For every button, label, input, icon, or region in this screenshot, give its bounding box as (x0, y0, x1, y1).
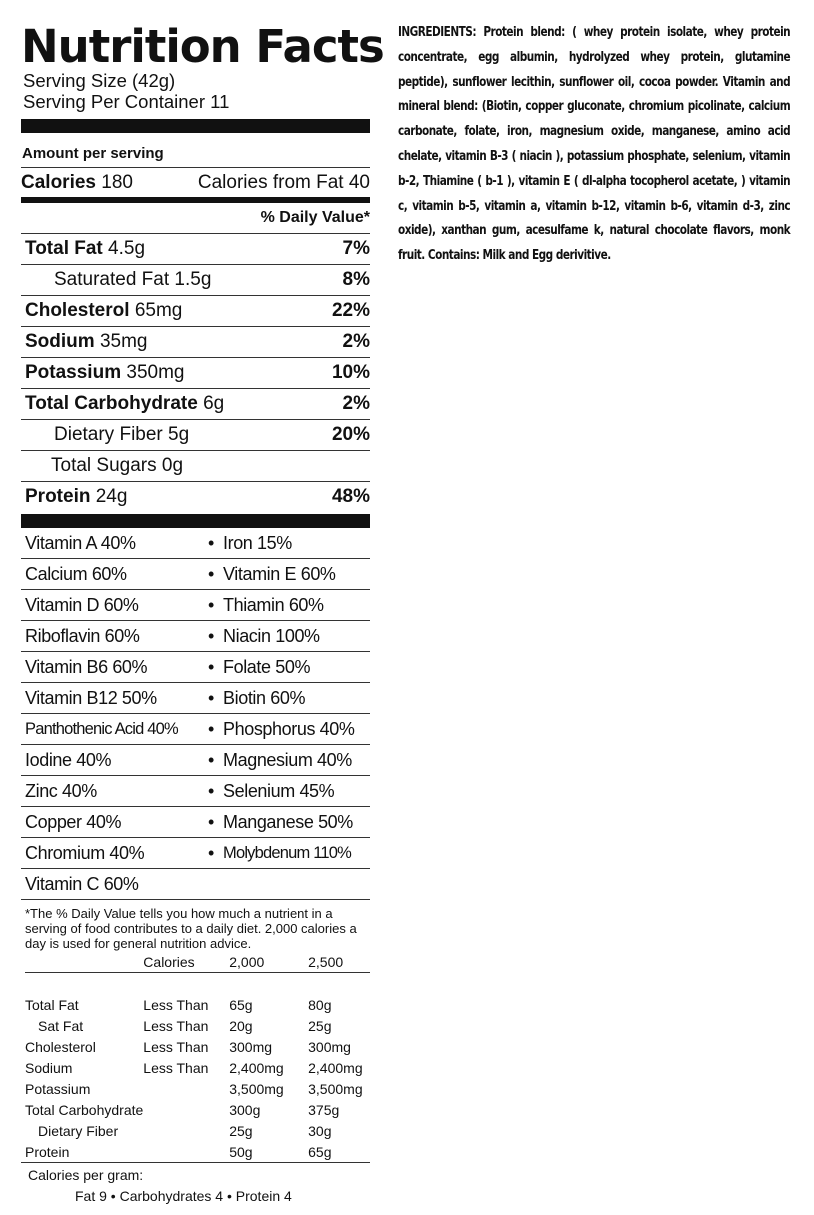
table-cell: 65g (308, 1143, 332, 1160)
divider-thick (21, 514, 370, 528)
nutrient-row (21, 420, 370, 451)
label-title: Nutrition Facts (21, 20, 384, 73)
table-cell: 50g (229, 1143, 253, 1160)
bullet: • (208, 532, 214, 553)
vitamin-row (21, 528, 370, 559)
table-cell: Sodium (25, 1059, 73, 1076)
table-row (25, 1099, 370, 1120)
nutrient-dv: 2% (342, 393, 370, 414)
vitamin-row (21, 807, 370, 838)
bullet: • (208, 749, 214, 770)
vitamin-right: Iron 15% (223, 532, 292, 553)
bullet: • (208, 687, 214, 708)
vitamin-row (21, 683, 370, 714)
daily-value-header: % Daily Value* (21, 203, 370, 234)
nutrient-name: Cholesterol (25, 300, 130, 321)
vitamin-right: Manganese 50% (223, 811, 353, 832)
calories-per-gram-label: Calories per gram: (21, 1162, 370, 1183)
calories-value: 180 (101, 172, 133, 193)
nutrient-dv: 20% (331, 424, 370, 445)
table-cell: 300mg (229, 1038, 273, 1055)
vitamin-right: Folate 50% (223, 656, 311, 677)
table-header-row (25, 951, 370, 973)
table-row (25, 1015, 370, 1036)
amount-per-serving: Amount per serving (21, 133, 370, 168)
table-cell: 20g (229, 1017, 253, 1034)
table-cell: 2,400mg (308, 1059, 363, 1076)
vitamin-right: Vitamin E 60% (223, 563, 336, 584)
nutrient-amount: 24g (95, 486, 128, 507)
vitamin-row (21, 838, 370, 869)
nutrient-dv: 22% (331, 300, 370, 321)
nutrient-dv: 2% (342, 331, 370, 352)
vitamin-left: Panthothenic Acid 40% (25, 719, 178, 738)
table-cell: 2,500 (308, 951, 370, 973)
vitamin-right: Selenium 45% (223, 780, 335, 801)
vitamin-right: Magnesium 40% (223, 749, 352, 770)
table-cell: 2,000 (229, 951, 308, 973)
nutrient-amount: 1.5g (174, 269, 212, 290)
nutrient-amount: 0g (161, 455, 184, 476)
table-cell (143, 1099, 229, 1120)
nutrient-row (21, 327, 370, 358)
table-cell: Less Than (143, 1017, 209, 1034)
nutrient-amount: 35mg (99, 331, 148, 352)
nutrient-amount: 65mg (134, 300, 183, 321)
vitamin-row (21, 559, 370, 590)
nutrient-amount: 350mg (126, 362, 185, 383)
calories-from-fat: Calories from Fat 40 (197, 172, 370, 193)
table-cell: 300g (229, 1101, 261, 1118)
table-cell (143, 1078, 229, 1099)
calories-per-gram-values: Fat 9 • Carbohydrates 4 • Protein 4 (75, 1188, 292, 1204)
bullet: • (208, 625, 214, 646)
calories (21, 168, 133, 197)
bullet: • (208, 656, 214, 677)
vitamin-right: Biotin 60% (223, 687, 306, 708)
vitamin-left: Copper 40% (25, 811, 122, 832)
vitamin-row (21, 776, 370, 807)
nutrient-row (21, 265, 370, 296)
table-cell: 375g (308, 1101, 340, 1118)
table-cell: 300mg (308, 1038, 351, 1055)
table-cell: 3,500mg (308, 1080, 363, 1097)
nutrient-row (21, 234, 370, 265)
table-cell (143, 1120, 229, 1141)
table-cell: 2,400mg (229, 1059, 284, 1076)
nutrient-name: Saturated Fat (54, 269, 170, 290)
table-cell: 25g (308, 1017, 332, 1034)
table-row (25, 1036, 370, 1057)
nutrient-row (21, 482, 370, 512)
bullet: • (208, 718, 214, 739)
table-cell: 80g (308, 996, 332, 1013)
nutrient-dv: 10% (331, 362, 370, 383)
daily-value-footnote: *The % Daily Value tells you how much a nutrient in a serving of food contributes to a daily diet. 2,000 calories a day is used for general nutrition advice. (25, 906, 357, 951)
daily-value-table (25, 951, 370, 1162)
vitamin-right: Molybdenum 110% (223, 843, 352, 862)
ingredients-text: INGREDIENTS: Protein blend: ( whey protein isolate, whey protein concentrate, egg albumin, hydrolyzed whey protein, glutamine peptide), sunflower lecithin, sunflower oil, cocoa powder. Vitamin and mineral blend: (Biotin, copper gluconate, chromium picolinate, calcium carbonate, folate, iron, magnesium oxide, manganese, amino acid chelate, vitamin B-3 ( niacin ), potassium phosphate, selenium, vitamin b-2, Thiamine ( b-1 ), vitamin E ( dl-alpha tocopherol acetate, ) vitamin c, vitamin b-5, vitamin a, vitamin b-12, vitamin b-6, vitamin d-3, zinc oxide), xanthan gum, acesulfame k, natural chocolate flavors, monk fruit. Contains: Milk and Egg derivitive. (398, 24, 791, 264)
calories-label: Calories (21, 172, 96, 193)
table-row (25, 1141, 370, 1162)
nutrient-row (21, 389, 370, 420)
table-row (25, 994, 370, 1015)
nutrient-name: Potassium (25, 362, 122, 383)
bullet: • (208, 811, 214, 832)
table-cell: Less Than (143, 1059, 209, 1076)
table-cell (143, 1141, 229, 1162)
nutrient-amount: 5g (168, 424, 190, 445)
table-cell: 25g (229, 1122, 253, 1139)
nutrient-amount: 6g (203, 393, 225, 414)
nutrient-row (21, 358, 370, 389)
table-cell: Less Than (143, 1038, 209, 1055)
table-cell: Total Fat (25, 996, 79, 1013)
vitamin-row (21, 652, 370, 683)
calories-row (21, 168, 370, 197)
nutrient-name: Sodium (25, 331, 95, 352)
bullet: • (208, 780, 214, 801)
vitamin-left: Riboflavin 60% (25, 625, 140, 646)
table-row (25, 1078, 370, 1099)
table-cell: Cholesterol (25, 1038, 96, 1055)
nutrient-dv: 48% (331, 486, 370, 507)
table-cell: Calories (143, 951, 229, 973)
vitamin-left: Zinc 40% (25, 780, 97, 801)
nutrient-name: Total Carbohydrate (25, 393, 198, 414)
table-cell: Sat Fat (38, 1017, 84, 1034)
nutrient-row (21, 296, 370, 327)
bullet: • (208, 594, 214, 615)
vitamin-row (21, 714, 370, 745)
table-cell: Total Carbohydrate (25, 1101, 144, 1118)
table-cell: Protein (25, 1143, 70, 1160)
serving-size: Serving Size (42g) (23, 70, 176, 91)
table-cell: Less Than (143, 996, 209, 1013)
divider-thick (21, 119, 370, 133)
nutrient-name: Total Fat (25, 238, 103, 259)
table-row (25, 1057, 370, 1078)
vitamin-right: Thiamin 60% (223, 594, 324, 615)
nutrient-name: Total Sugars (51, 455, 157, 476)
nutrition-facts-label (21, 20, 384, 1204)
vitamin-left: Calcium 60% (25, 563, 127, 584)
vitamin-left: Vitamin D 60% (25, 594, 139, 615)
vitamin-left: Vitamin B12 50% (25, 687, 157, 708)
bullet: • (208, 563, 214, 584)
vitamin-row (21, 621, 370, 652)
nutrient-dv: 8% (342, 269, 370, 290)
table-cell: 3,500mg (229, 1080, 284, 1097)
vitamin-left: Vitamin A 40% (25, 532, 136, 553)
vitamin-left: Vitamin C 60% (25, 873, 139, 894)
nutrient-name: Protein (25, 486, 91, 507)
vitamin-left: Chromium 40% (25, 842, 145, 863)
table-cell (25, 951, 143, 973)
table-cell: Dietary Fiber (38, 1122, 119, 1139)
vitamin-row (21, 869, 370, 900)
table-cell: 65g (229, 996, 253, 1013)
table-cell: Potassium (25, 1080, 91, 1097)
vitamin-right: Niacin 100% (223, 625, 320, 646)
table-row (25, 1120, 370, 1141)
vitamin-row (21, 590, 370, 621)
nutrient-amount: 4.5g (108, 238, 146, 259)
vitamin-right: Phosphorus 40% (223, 718, 355, 739)
nutrient-name: Dietary Fiber (54, 424, 163, 445)
nutrient-dv: 7% (342, 238, 370, 259)
table-cell: 30g (308, 1122, 332, 1139)
vitamin-left: Vitamin B6 60% (25, 656, 148, 677)
bullet: • (208, 842, 214, 863)
servings-per-container: Serving Per Container 11 (23, 91, 230, 112)
vitamin-left: Iodine 40% (25, 749, 112, 770)
nutrient-row (21, 451, 370, 482)
vitamin-row (21, 745, 370, 776)
